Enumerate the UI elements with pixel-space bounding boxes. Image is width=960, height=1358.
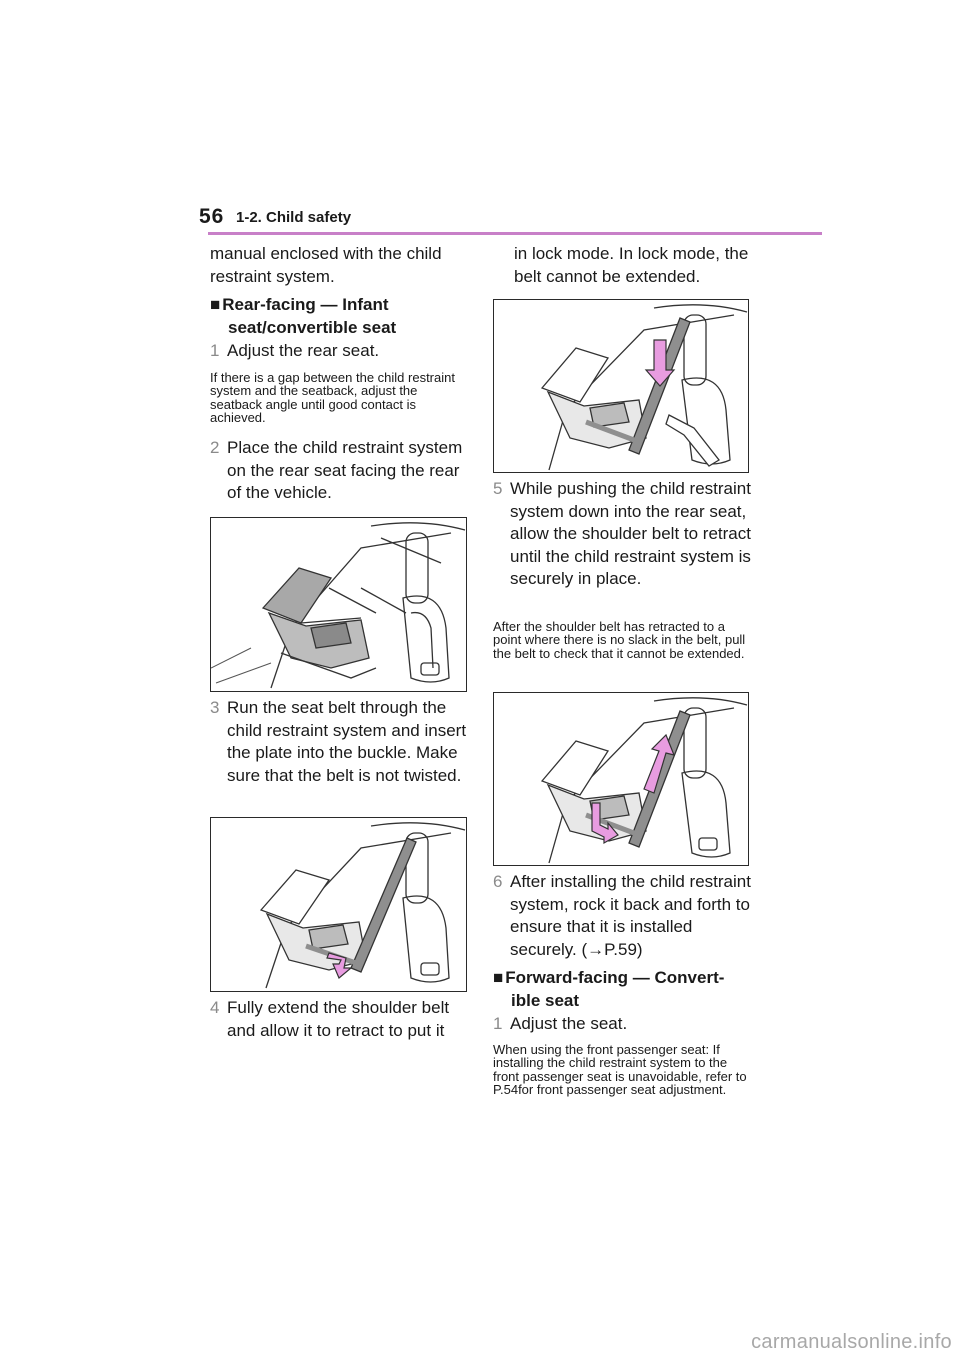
step-text: Place the child restraint system on the rear seat facing the rear of the vehicle. xyxy=(227,438,463,502)
figure-place-seat xyxy=(210,517,467,692)
step-text: While pushing the child restraint system down into the rear seat, allow the shoulder belt to retract until the child restraint system is securely in place. xyxy=(510,479,751,588)
step-1-forward xyxy=(493,1013,755,1036)
step-2 xyxy=(210,437,472,505)
bullet-square-icon: ■ xyxy=(493,968,504,987)
step-text: Fully extend the shoulder belt and allow it to retract to put it xyxy=(227,998,450,1040)
step-number: 5 xyxy=(493,479,503,498)
illustration-belt-routing xyxy=(211,818,466,991)
figure-lock-mode xyxy=(493,299,749,473)
illustration-retract-belt xyxy=(494,693,748,865)
step-5 xyxy=(493,478,755,591)
step-4 xyxy=(210,997,472,1042)
section-title: 1-2. Child safety xyxy=(236,209,352,226)
heading-line-2: ible seat xyxy=(511,990,580,1010)
step-text: Adjust the rear seat. xyxy=(227,341,380,360)
step-4-continued: in lock mode. In lock mode, the belt cannot be extended. xyxy=(514,244,749,286)
step-text: Run the seat belt through the child restraint system and insert the plate into the buckle. Make sure that the belt is not twisted. xyxy=(227,698,467,785)
step-number: 2 xyxy=(210,438,220,457)
step-number: 4 xyxy=(210,998,220,1017)
note-front-passenger: When using the front passenger seat: If installing the child restraint system to the front passenger seat is unavoidable, refer to P.54for front passenger seat adjustment. xyxy=(493,1042,747,1098)
intro-paragraph: manual enclosed with the child restraint system. xyxy=(210,244,442,286)
step-number: 1 xyxy=(493,1014,503,1033)
illustration-rear-facing-seat xyxy=(211,518,466,691)
watermark: carmanualsonline.info xyxy=(751,1331,952,1353)
header-rule xyxy=(208,232,822,235)
step-3 xyxy=(210,697,472,787)
step-number: 6 xyxy=(493,872,503,891)
forward-facing-heading xyxy=(493,967,755,1012)
rear-facing-heading xyxy=(210,294,472,339)
figure-retract-belt xyxy=(493,692,749,866)
step-number: 1 xyxy=(210,341,220,360)
heading-line-1: Rear-facing — Infant xyxy=(222,295,389,314)
figure-route-belt xyxy=(210,817,467,992)
note-seatback-gap: If there is a gap between the child restraint system and the seatback, adjust the seatback angle until good contact is achieved. xyxy=(210,370,455,426)
step-1 xyxy=(210,340,472,363)
heading-line-1: Forward-facing — Convert- xyxy=(505,968,725,987)
step-6 xyxy=(493,871,755,961)
note-no-slack: After the shoulder belt has retracted to a point where there is no slack in the belt, pull the belt to check that it cannot be extended. xyxy=(493,619,746,661)
bullet-square-icon: ■ xyxy=(210,295,221,314)
heading-line-2: seat/convertible seat xyxy=(228,317,397,337)
illustration-lock-mode xyxy=(494,300,748,472)
page-number: 56 xyxy=(199,205,225,228)
step-number: 3 xyxy=(210,698,220,717)
step-text: After installing the child restraint system, rock it back and forth to ensure that it is installed securely. (→P.59) xyxy=(510,872,751,959)
step-text: Adjust the seat. xyxy=(510,1014,628,1033)
